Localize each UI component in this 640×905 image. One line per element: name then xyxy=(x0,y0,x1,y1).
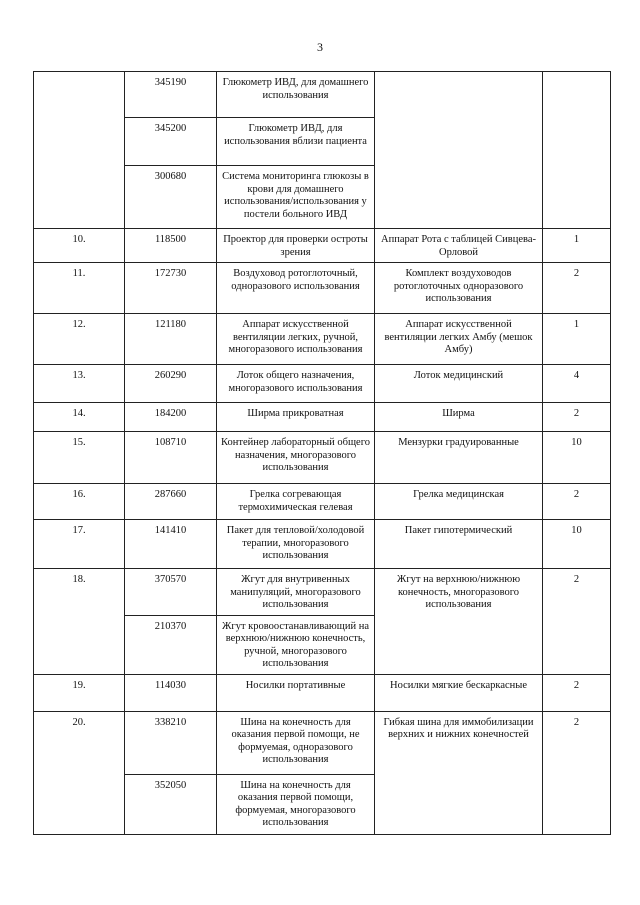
kit-name-cell: Гибкая шина для иммобилизации верхних и нижних конечностей xyxy=(375,711,543,834)
group-number-cell: 17. xyxy=(34,520,125,569)
code-cell: 108710 xyxy=(125,432,217,484)
kit-name-cell: Жгут на верхнюю/нижнюю конечность, многоразового использования xyxy=(375,569,543,675)
device-name-cell: Жгут для внутривенных манипуляций, многоразового использования xyxy=(217,569,375,616)
kit-name-cell: Ширма xyxy=(375,403,543,432)
table-row xyxy=(34,229,611,263)
quantity-cell: 1 xyxy=(543,314,611,365)
quantity-cell: 10 xyxy=(543,520,611,569)
kit-name-cell: Грелка медицинская xyxy=(375,484,543,520)
kit-name-cell: Комплект воздуховодов ротоглоточных одноразового использования xyxy=(375,263,543,314)
table-row xyxy=(34,520,611,569)
code-cell: 141410 xyxy=(125,520,217,569)
code-cell: 352050 xyxy=(125,774,217,834)
table-row xyxy=(34,263,611,314)
group-number-cell: 14. xyxy=(34,403,125,432)
code-cell: 370570 xyxy=(125,569,217,616)
device-name-cell: Лоток общего назначения, многоразового использования xyxy=(217,365,375,403)
kit-name-cell xyxy=(375,72,543,229)
kit-name-cell: Носилки мягкие бескаркасные xyxy=(375,674,543,711)
quantity-cell: 2 xyxy=(543,484,611,520)
code-cell: 338210 xyxy=(125,711,217,774)
group-number-cell: 12. xyxy=(34,314,125,365)
code-cell: 260290 xyxy=(125,365,217,403)
kit-name-cell: Пакет гипотермический xyxy=(375,520,543,569)
device-name-cell: Аппарат искусственной вентиляции легких, ручной, многоразового использования xyxy=(217,314,375,365)
kit-name-cell: Мензурки градуированные xyxy=(375,432,543,484)
device-name-cell: Шина на конечность для оказания первой помощи, не формуемая, одноразового использования xyxy=(217,711,375,774)
kit-name-cell: Аппарат искусственной вентиляции легких Амбу (мешок Амбу) xyxy=(375,314,543,365)
quantity-cell: 2 xyxy=(543,711,611,834)
device-name-cell: Глюкометр ИВД, для использования вблизи пациента xyxy=(217,118,375,166)
device-name-cell: Пакет для тепловой/холодовой терапии, многоразового использования xyxy=(217,520,375,569)
code-cell: 300680 xyxy=(125,166,217,229)
group-number-cell: 13. xyxy=(34,365,125,403)
group-number-cell: 11. xyxy=(34,263,125,314)
group-number-cell: 19. xyxy=(34,674,125,711)
table-row xyxy=(34,569,611,616)
table-row xyxy=(34,674,611,711)
code-cell: 345200 xyxy=(125,118,217,166)
code-cell: 210370 xyxy=(125,615,217,674)
quantity-cell: 2 xyxy=(543,403,611,432)
page-number: 3 xyxy=(317,40,323,54)
table-row xyxy=(34,711,611,774)
group-number-cell: 20. xyxy=(34,711,125,834)
code-cell: 172730 xyxy=(125,263,217,314)
table-row xyxy=(34,403,611,432)
device-name-cell: Ширма прикроватная xyxy=(217,403,375,432)
quantity-cell: 2 xyxy=(543,569,611,675)
device-name-cell: Глюкометр ИВД, для домашнего использования xyxy=(217,72,375,118)
equipment-table xyxy=(33,71,611,835)
group-number-cell xyxy=(34,72,125,229)
group-number-cell: 18. xyxy=(34,569,125,675)
device-name-cell: Воздуховод ротоглоточный, одноразового использования xyxy=(217,263,375,314)
quantity-cell: 4 xyxy=(543,365,611,403)
quantity-cell: 1 xyxy=(543,229,611,263)
table-row xyxy=(34,314,611,365)
table-row xyxy=(34,432,611,484)
table-row xyxy=(34,72,611,118)
kit-name-cell: Аппарат Рота с таблицей Сивцева-Орловой xyxy=(375,229,543,263)
code-cell: 118500 xyxy=(125,229,217,263)
device-name-cell: Жгут кровоостанавливающий на верхнюю/нижнюю конечность, ручной, многоразового использования xyxy=(217,615,375,674)
device-name-cell: Шина на конечность для оказания первой помощи, формуемая, многоразового использования xyxy=(217,774,375,834)
quantity-cell: 2 xyxy=(543,263,611,314)
code-cell: 287660 xyxy=(125,484,217,520)
quantity-cell: 2 xyxy=(543,674,611,711)
device-name-cell: Проектор для проверки остроты зрения xyxy=(217,229,375,263)
device-name-cell: Носилки портативные xyxy=(217,674,375,711)
group-number-cell: 16. xyxy=(34,484,125,520)
code-cell: 345190 xyxy=(125,72,217,118)
table-row xyxy=(34,365,611,403)
group-number-cell: 10. xyxy=(34,229,125,263)
device-name-cell: Система мониторинга глюкозы в крови для домашнего использования/использования у постели больного ИВД xyxy=(217,166,375,229)
code-cell: 121180 xyxy=(125,314,217,365)
code-cell: 184200 xyxy=(125,403,217,432)
device-name-cell: Грелка согревающая термохимическая гелевая xyxy=(217,484,375,520)
table-row xyxy=(34,484,611,520)
code-cell: 114030 xyxy=(125,674,217,711)
device-name-cell: Контейнер лабораторный общего назначения, многоразового использования xyxy=(217,432,375,484)
kit-name-cell: Лоток медицинский xyxy=(375,365,543,403)
group-number-cell: 15. xyxy=(34,432,125,484)
quantity-cell xyxy=(543,72,611,229)
quantity-cell: 10 xyxy=(543,432,611,484)
